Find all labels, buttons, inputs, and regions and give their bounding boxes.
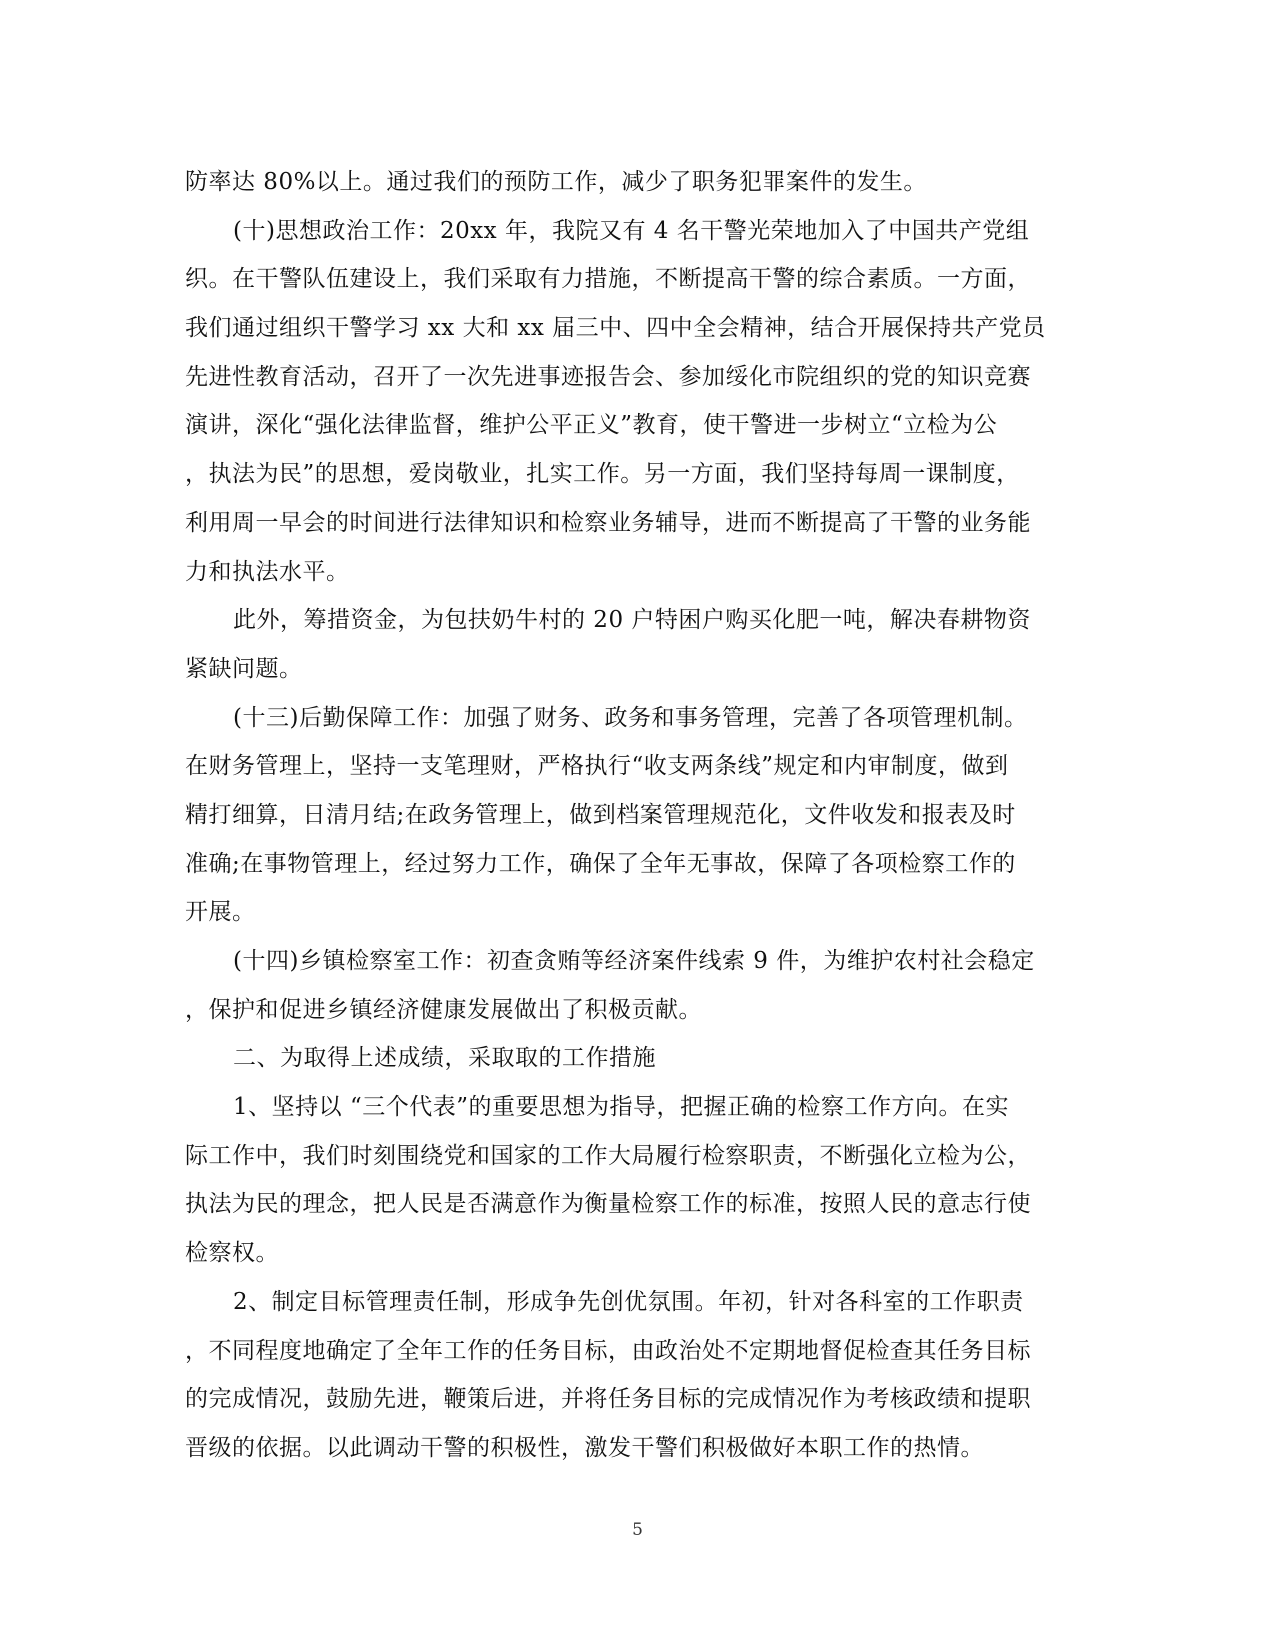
body-text (185, 158, 1090, 1473)
text-line: (十四)乡镇检察室工作：初查贪贿等经济案件线索 9 件，为维护农村社会稳定 (233, 948, 1035, 974)
text-line: (十三)后勤保障工作：加强了财务、政务和事务管理，完善了各项管理机制。 (233, 704, 1028, 731)
text-line: 此外，筹措资金，为包扶奶牛村的 20 户特困户购买化肥一吨，解决春耕物资 (233, 607, 1031, 634)
text-line: 利用周一早会的时间进行法律知识和检察业务辅导，进而不断提高了干警的业务能 (185, 509, 1031, 536)
text-line: 准确;在事物管理上，经过努力工作，确保了全年无事故，保障了各项检察工作的 (185, 850, 1016, 877)
text-line: 防率达 80%以上。通过我们的预防工作，减少了职务犯罪案件的发生。 (185, 169, 927, 195)
text-line: 织。在干警队伍建设上，我们采取有力措施，不断提高干警的综合素质。一方面， (185, 266, 1031, 293)
text-line: ，执法为民”的思想，爱岗敬业，扎实工作。另一方面，我们坚持每周一课制度， (185, 461, 1020, 488)
text-line: 我们通过组织干警学习 xx 大和 xx 届三中、四中全会精神，结合开展保持共产党员 (185, 315, 1046, 342)
text-line: 2、制定目标管理责任制，形成争先创优氛围。年初，针对各科室的工作职责 (233, 1288, 1024, 1315)
text-line: ，不同程度地确定了全年工作的任务目标，由政治处不定期地督促检查其任务目标 (185, 1337, 1031, 1364)
text-line: ，保护和促进乡镇经济健康发展做出了积极贡献。 (185, 996, 702, 1023)
text-line: (十)思想政治工作：20xx 年，我院又有 4 名干警光荣地加入了中国共产党组 (233, 217, 1030, 244)
text-line: 的完成情况，鼓励先进，鞭策后进，并将任务目标的完成情况作为考核政绩和提职 (185, 1386, 1031, 1413)
text-line: 力和执法水平。 (185, 558, 350, 585)
text-line: 开展。 (185, 899, 256, 926)
text-line: 晋级的依据。以此调动干警的积极性，激发干警们积极做好本职工作的热情。 (185, 1434, 984, 1461)
text-line: 先进性教育活动，召开了一次先进事迹报告会、参加绥化市院组织的党的知识竞赛 (185, 363, 1031, 390)
text-line: 执法为民的理念，把人民是否满意作为衡量检察工作的标准，按照人民的意志行使 (185, 1191, 1031, 1218)
text-line: 精打细算，日清月结;在政务管理上，做到档案管理规范化，文件收发和报表及时 (185, 801, 1016, 828)
text-line: 演讲，深化“强化法律监督，维护公平正义”教育，使干警进一步树立“立检为公 (185, 412, 998, 439)
text-line: 检察权。 (185, 1240, 279, 1267)
text-line: 1、坚持以 “三个代表”的重要思想为指导，把握正确的检察工作方向。在实 (233, 1094, 1009, 1121)
text-line: 二、为取得上述成绩，采取取的工作措施 (233, 1045, 656, 1072)
page-number: 5 (632, 1520, 643, 1540)
text-line: 在财务管理上，坚持一支笔理财，严格执行“收支两条线”规定和内审制度，做到 (185, 753, 1009, 780)
text-line: 际工作中，我们时刻围绕党和国家的工作大局履行检察职责，不断强化立检为公， (185, 1142, 1031, 1169)
text-line: 紧缺问题。 (185, 655, 303, 682)
